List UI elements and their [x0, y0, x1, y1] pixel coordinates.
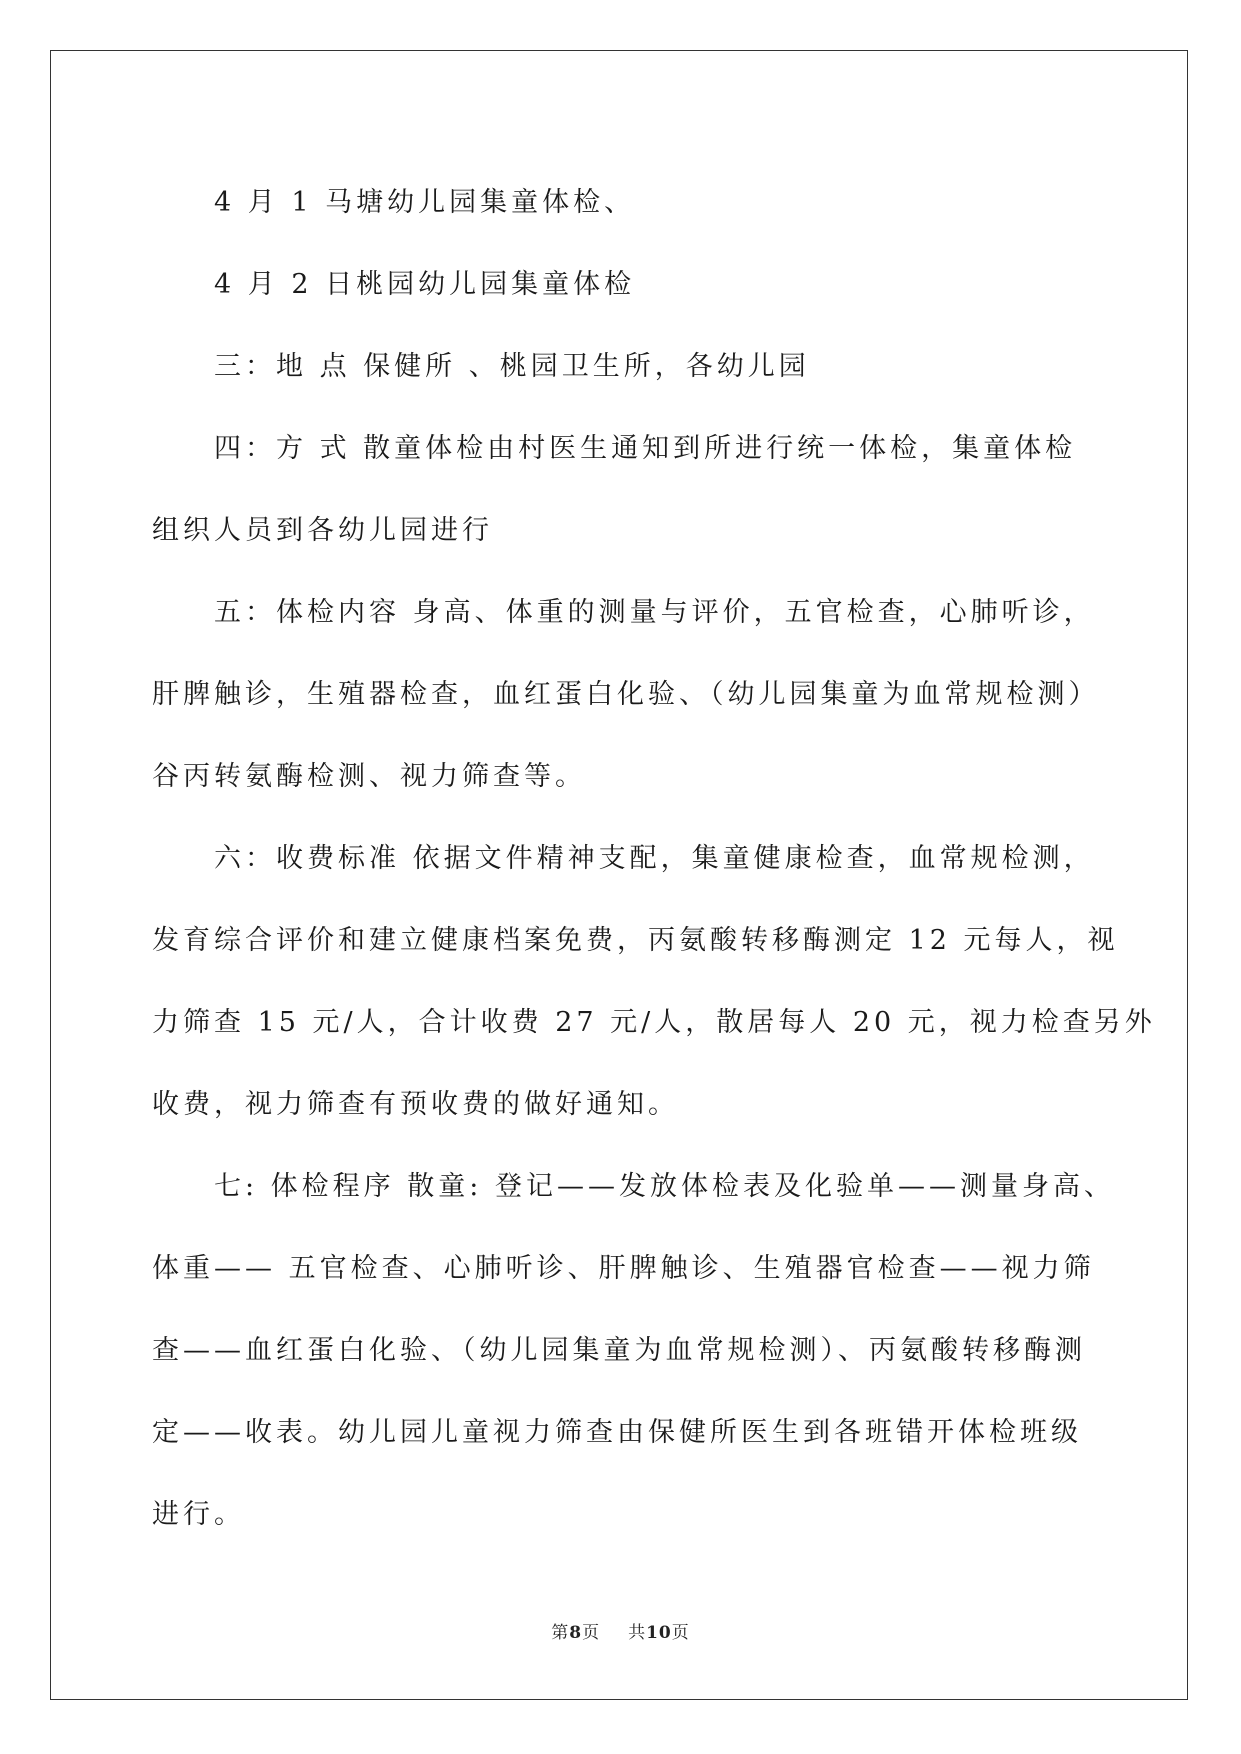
paragraph-line: 四：方 式 散童体检由村医生通知到所进行统一体检，集童体检 [214, 433, 1077, 464]
paragraph-line: 七: 体检程序 散童: 登记——发放体检表及化验单——测量身高、 [214, 1171, 1115, 1202]
total-pages: 10 [646, 1623, 672, 1643]
paragraph-line: 查——血红蛋白化验、（幼儿园集童为血常规检测）、丙氨酸转移酶测 [152, 1335, 1086, 1366]
document-body [152, 162, 1156, 1556]
total-suffix: 页 [671, 1623, 690, 1643]
paragraph-line: 三：地 点 保健所 、桃园卫生所，各幼儿园 [214, 351, 810, 382]
paragraph-line: 4 月 2 日桃园幼儿园集童体检 [214, 269, 636, 300]
paragraph-line: 六：收费标准 依据文件精神支配，集童健康检查，血常规检测， [214, 843, 1095, 874]
page-number: 8 [569, 1623, 583, 1643]
total-prefix: 共 [628, 1623, 647, 1643]
paragraph-line: 进行。 [152, 1499, 245, 1530]
paragraph-line: 谷丙转氨酶检测、视力筛查等。 [152, 761, 586, 792]
paragraph-line: 肝脾触诊，生殖器检查，血红蛋白化验、（幼儿园集童为血常规检测） [152, 679, 1100, 710]
paragraph-line: 收费，视力筛查有预收费的做好通知。 [152, 1089, 679, 1120]
page-footer [0, 1618, 1241, 1643]
paragraph-line: 4 月 1 马塘幼儿园集童体检、 [214, 187, 636, 218]
paragraph-line: 体重—— 五官检查、心肺听诊、肝脾触诊、生殖器官检查——视力筛 [152, 1253, 1095, 1284]
page-prefix: 第 [551, 1623, 570, 1643]
paragraph-line: 发育综合评价和建立健康档案免费，丙氨酸转移酶测定 12 元每人，视 [152, 925, 1119, 956]
paragraph-line: 五：体检内容 身高、体重的测量与评价，五官检查，心肺听诊， [214, 597, 1095, 628]
paragraph-line: 定——收表。幼儿园儿童视力筛查由保健所医生到各班错开体检班级 [152, 1417, 1082, 1448]
page-suffix: 页 [582, 1623, 601, 1643]
paragraph-line: 组织人员到各幼儿园进行 [152, 515, 493, 546]
paragraph-line: 力筛查 15 元/人，合计收费 27 元/人，散居每人 20 元，视力检查另外 [152, 1007, 1156, 1038]
